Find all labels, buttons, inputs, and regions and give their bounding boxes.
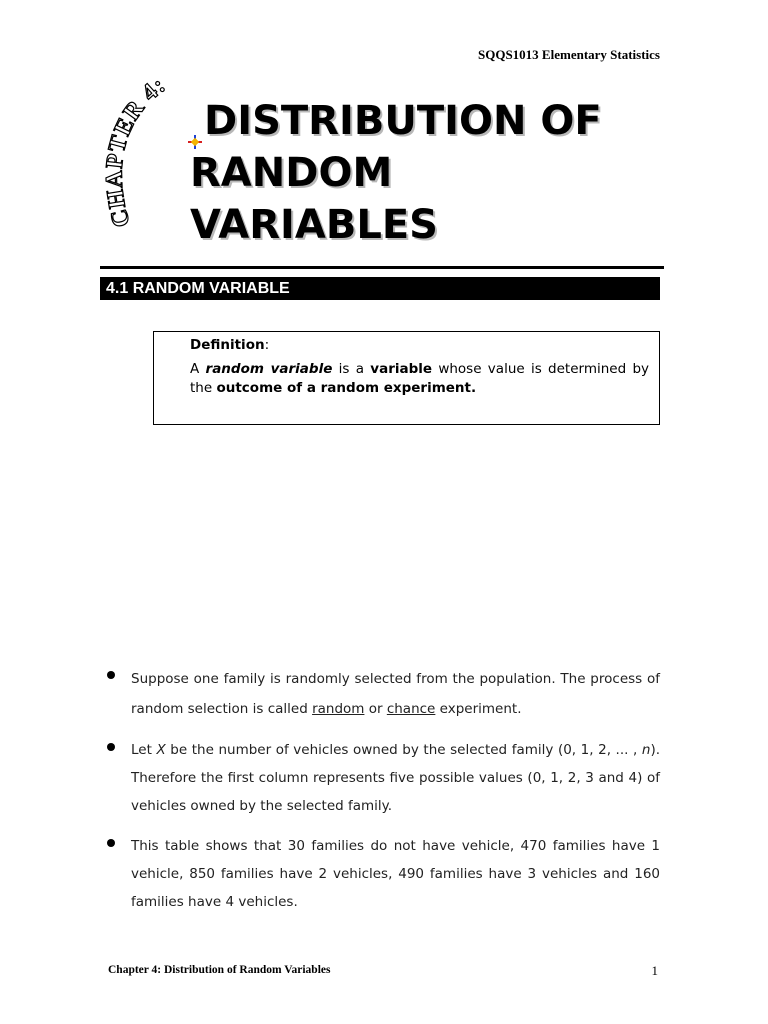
title-divider	[100, 266, 664, 269]
footer-chapter-label: Chapter 4: Distribution of Random Variables	[108, 964, 331, 976]
chapter-tag: CHAPTER 4:	[101, 71, 171, 230]
chapter-title	[190, 95, 660, 251]
definition-box	[153, 331, 660, 425]
title-line-3: VARIABLES	[190, 202, 438, 248]
bullet-item-table-summary: This table shows that 30 families do not have vehicle, 470 families have 1 vehicle, 850 families have 2 vehicles, 490 families have 3 vehicles and 160 families have 4 vehicles.	[104, 832, 660, 916]
bullet-list	[104, 664, 660, 928]
bullet-dot-icon	[107, 671, 115, 679]
bullet-item-random-selection: Suppose one family is randomly selected from the population. The process of random selection is called random or chance experiment.	[104, 664, 660, 724]
title-line-2: RANDOM	[190, 150, 393, 196]
section-heading: 4.1 RANDOM VARIABLE	[100, 277, 660, 300]
bullet-item-variable-x: Let X be the number of vehicles owned by the selected family (0, 1, 2, ... , n). Therefore the first column represents five possible values (0, 1, 2, 3 and 4) of vehicles owned by the selected family.	[104, 736, 660, 820]
definition-text: A random variable is a variable whose value is determined by the outcome of a random experiment.	[190, 361, 649, 396]
course-header: SQQS1013 Elementary Statistics	[478, 47, 660, 62]
bullet-dot-icon	[107, 743, 115, 751]
bullet-dot-icon	[107, 839, 115, 847]
page-number: 1	[651, 963, 658, 978]
definition-label: Definition:	[190, 337, 270, 353]
title-line-1: DISTRIBUTION OF	[204, 98, 602, 144]
